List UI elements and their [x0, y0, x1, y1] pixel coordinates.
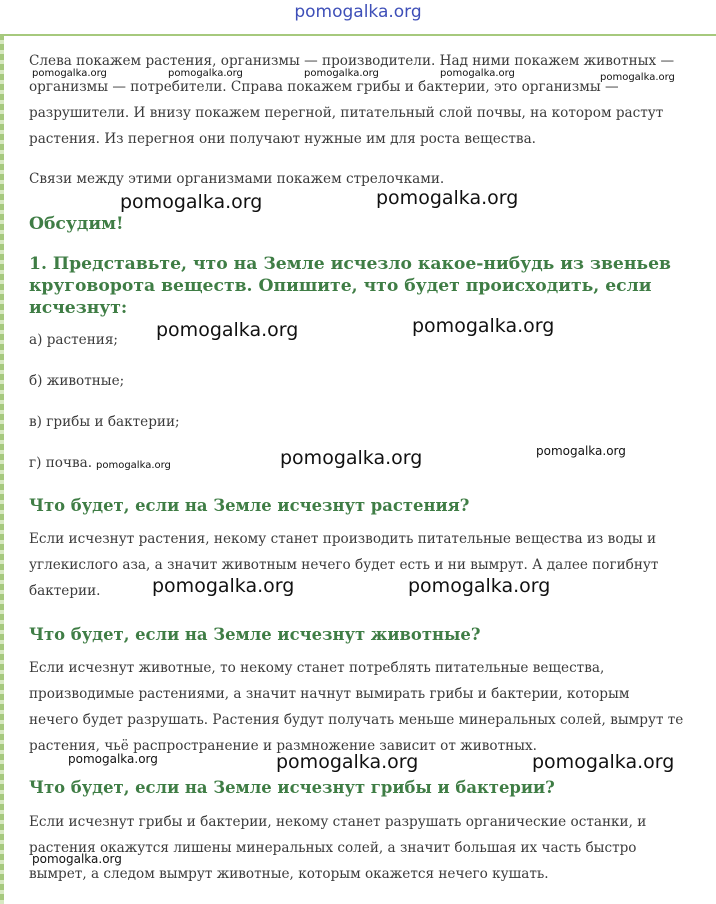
watermark: pomogalka.org — [532, 751, 675, 773]
left-border-decoration — [0, 34, 4, 904]
option-plants: а) растения; — [29, 332, 118, 348]
watermark: pomogalka.org — [32, 68, 107, 79]
intro-line-4: растения. Из перегноя они получают нужные им для роста вещества. — [29, 131, 537, 147]
watermark: pomogalka.org — [68, 752, 158, 766]
watermark: pomogalka.org — [536, 444, 626, 458]
animals-line-2: производимые растениями, а значит начнут вымирать грибы и бактерии, которым — [29, 686, 630, 702]
watermark: pomogalka.org — [276, 751, 419, 773]
question-line-1: 1. Представьте, что на Земле исчезло какое-нибудь из звеньев — [29, 254, 671, 274]
animals-line-1: Если исчезнут животные, то некому станет потреблять питательные вещества, — [29, 660, 605, 676]
watermark: pomogalka.org — [156, 319, 299, 341]
fungi-line-2: растения окажутся лишены минеральных солей, а значит большая их часть быстро — [29, 840, 637, 856]
plants-line-3: бактерии. — [29, 583, 101, 599]
watermark: pomogalka.org — [96, 460, 171, 471]
option-fungi: в) грибы и бактерии; — [29, 414, 180, 430]
fungi-line-3: вымрет, а следом вымрут животные, которым окажется нечего кушать. — [29, 866, 549, 882]
watermark: pomogalka.org — [408, 575, 551, 597]
site-watermark-header: pomogalka.org — [294, 2, 422, 22]
watermark: pomogalka.org — [120, 191, 263, 213]
animals-line-3: нечего будет разрушать. Растения будут получать меньше минеральных солей, вымрут те — [29, 712, 684, 728]
question-line-2: круговорота веществ. Опишите, что будет происходить, если — [29, 276, 652, 296]
plants-line-1: Если исчезнут растения, некому станет производить питательные вещества из воды и — [29, 531, 657, 547]
intro-line-1: Слева покажем растения, организмы — производители. Над ними покажем животных — — [29, 53, 675, 69]
heading-fungi: Что будет, если на Земле исчезнут грибы и бактерии? — [29, 778, 555, 797]
heading-plants: Что будет, если на Земле исчезнут растения? — [29, 496, 470, 515]
watermark: pomogalka.org — [412, 315, 555, 337]
plants-line-2: углекислого аза, а значит животным нечего будет есть и ни вымрут. А далее погибнут — [29, 557, 659, 573]
watermark: pomogalka.org — [440, 68, 515, 79]
intro-line-2: организмы — потребители. Справа покажем грибы и бактерии, это организмы — — [29, 79, 619, 95]
intro-line-3: разрушители. И внизу покажем перегной, питательный слой почвы, на котором растут — [29, 105, 664, 121]
animals-line-4: растения, чьё распространение и размножение зависит от животных. — [29, 738, 537, 754]
watermark: pomogalka.org — [152, 575, 295, 597]
watermark: pomogalka.org — [376, 187, 519, 209]
discuss-heading: Обсудим! — [29, 214, 124, 234]
watermark: pomogalka.org — [168, 68, 243, 79]
intro-arrows: Связи между этими организмами покажем стрелочками. — [29, 171, 445, 187]
option-soil: г) почва. — [29, 455, 93, 471]
question-line-3: исчезнут: — [29, 298, 128, 318]
option-animals: б) животные; — [29, 373, 125, 389]
watermark: pomogalka.org — [600, 72, 675, 83]
heading-animals: Что будет, если на Земле исчезнут животные? — [29, 625, 481, 644]
watermark: pomogalka.org — [32, 852, 122, 866]
watermark: pomogalka.org — [304, 68, 379, 79]
watermark: pomogalka.org — [280, 447, 423, 469]
fungi-line-1: Если исчезнут грибы и бактерии, некому станет разрушать органические останки, и — [29, 814, 647, 830]
